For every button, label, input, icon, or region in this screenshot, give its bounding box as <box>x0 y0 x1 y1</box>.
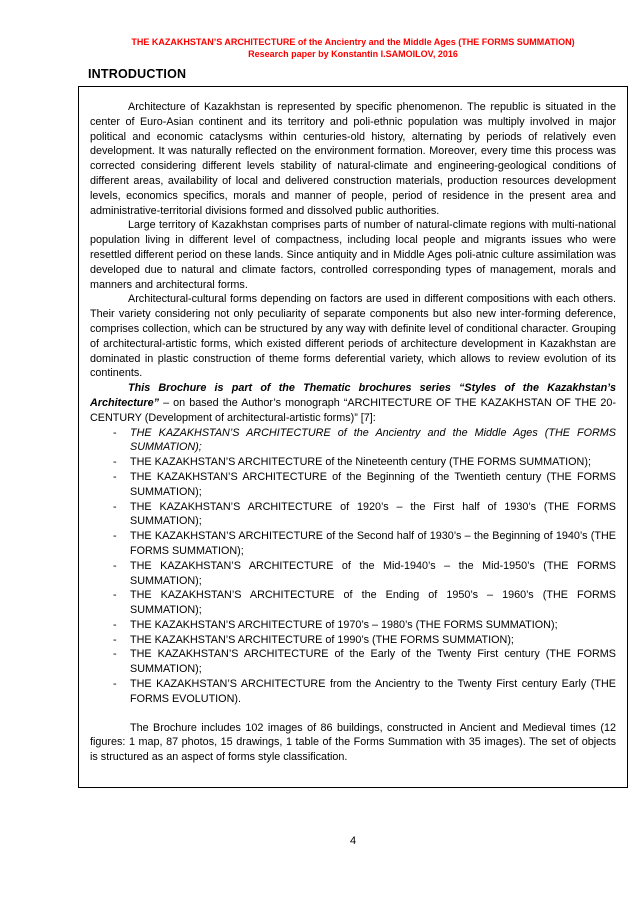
list-item <box>90 500 616 530</box>
list-item-text: THE KAZAKHSTAN’S ARCHITECTURE of 1920’s – the First half of 1930’s (THE FORMS SUMMATION); <box>130 500 616 528</box>
list-item-marker: - <box>113 589 117 602</box>
paper-title: THE KAZAKHSTAN’S ARCHITECTURE of the Ancientry and the Middle Ages (THE FORMS SUMMATION) <box>131 37 575 47</box>
list-item-marker: - <box>113 500 117 513</box>
list-item-text: THE KAZAKHSTAN’S ARCHITECTURE of the Ancientry and the Middle Ages (THE FORMS SUMMATION); <box>130 426 616 454</box>
list-item-marker: - <box>113 648 117 661</box>
list-item-marker: - <box>113 559 117 572</box>
list-item-text: THE KAZAKHSTAN’S ARCHITECTURE of the Ending of 1950’s – 1960’s (THE FORMS SUMMATION); <box>130 589 616 617</box>
series-paragraph <box>90 381 616 425</box>
introduction-heading: INTRODUCTION <box>88 67 187 81</box>
list-item <box>90 470 616 500</box>
paper-header <box>78 0 628 60</box>
list-item <box>90 677 616 707</box>
list-item <box>90 633 616 648</box>
list-item-marker: - <box>113 530 117 543</box>
list-item <box>90 426 616 456</box>
list-item-text: THE KAZAKHSTAN’S ARCHITECTURE of 1970’s – 1980’s (THE FORMS SUMMATION); <box>130 618 558 631</box>
intro-paragraph-1: Architecture of Kazakhstan is represented by specific phenomenon. The republic is situated in the center of Euro-Asian continent and its territory and poli-ethnic population was multiply involved in major political and economic cataclysms within centuries-old history, alternating by periods of relatively even development. It was naturally reflected on the environment formation. Moreover, every time this process was corrected considering different levels stability of natural-climate and engineering-geological conditions of different areas, availability of local and delivered construction materials, production resources development levels, economics specifics, morals and manner of people, period of residence in the present area and administrative-territorial divisions formed and dissolved public authorities. <box>90 101 616 217</box>
intro-paragraph-3: Architectural-cultural forms depending on factors are used in different compositions with each others. Their variety considering not only peculiarity of separate components but also new inter-forming deference, comprises collection, which can be structured by any way with definite level of conditional character. Grouping of architectural-artistic forms, which existed different periods of architecture development in Kazakhstan are dominated in plastic construction of theme forms deferential variety, which allows to review evolution of its continents. <box>90 293 616 380</box>
list-item-text: THE KAZAKHSTAN’S ARCHITECTURE of the Mid-1940’s – the Mid-1950’s (THE FORMS SUMMATION); <box>130 559 616 587</box>
list-item <box>90 618 616 633</box>
closing-paragraph: The Brochure includes 102 images of 86 buildings, constructed in Ancient and Medieval times (12 figures: 1 map, 87 photos, 15 drawings, 1 table of the Forms Summation with 35 images). The set of objects is structured as an aspect of forms style classification. <box>90 721 616 764</box>
list-item-text: THE KAZAKHSTAN’S ARCHITECTURE of the Beginning of the Twentieth century (THE FORMS SUMMATION); <box>130 470 616 498</box>
list-item-marker: - <box>113 456 117 469</box>
list-item <box>90 529 616 559</box>
list-item-marker: - <box>113 678 117 691</box>
list-item-text: THE KAZAKHSTAN’S ARCHITECTURE of 1990’s (THE FORMS SUMMATION); <box>130 633 514 646</box>
list-item <box>90 559 616 589</box>
list-item-text: THE KAZAKHSTAN’S ARCHITECTURE from the Ancientry to the Twenty First century Early (THE FORMS EVOLUTION). <box>130 678 616 705</box>
list-item <box>90 588 616 618</box>
list-item-marker: - <box>113 470 117 483</box>
content-box <box>78 86 628 788</box>
list-item <box>90 455 616 470</box>
list-item-marker: - <box>113 618 117 631</box>
list-item-text: THE KAZAKHSTAN’S ARCHITECTURE of the Nineteenth century (THE FORMS SUMMATION); <box>130 456 591 469</box>
paper-subtitle: Research paper by Konstantin I.SAMOILOV, 2016 <box>248 49 458 59</box>
list-item-text: THE KAZAKHSTAN’S ARCHITECTURE of the Second half of 1930’s – the Beginning of 1940’s (THE FORMS SUMMATION); <box>130 530 616 557</box>
series-rest: – on based the Author’s monograph “ARCHITECTURE OF THE KAZAKHSTAN OF THE 20-CENTURY (Development of architectural-artistic forms)” [7]: <box>90 396 616 424</box>
list-item-marker: - <box>113 426 117 439</box>
page-number: 4 <box>349 835 357 847</box>
list-item-marker: - <box>113 633 117 646</box>
intro-paragraph-2: Large territory of Kazakhstan comprises parts of number of natural-climate regions with multi-national population living in different level of compactness, including local people and migrants issues who were resettled different period on these lands. Since antiquity and in Middle Ages poli-atnic culture assimilation was developed due to natural and climate factors, controlled corresponding types of management, morals and manners and architectural forms. <box>90 219 616 291</box>
list-item <box>90 647 616 677</box>
list-item-text: THE KAZAKHSTAN’S ARCHITECTURE of the Early of the Twenty First century (THE FORMS SUMMATION); <box>130 648 616 676</box>
series-lead: This Brochure is part of the Thematic brochures series “Styles of the Kazakhstan’s Architecture” <box>90 382 616 409</box>
brochure-list <box>90 426 616 707</box>
